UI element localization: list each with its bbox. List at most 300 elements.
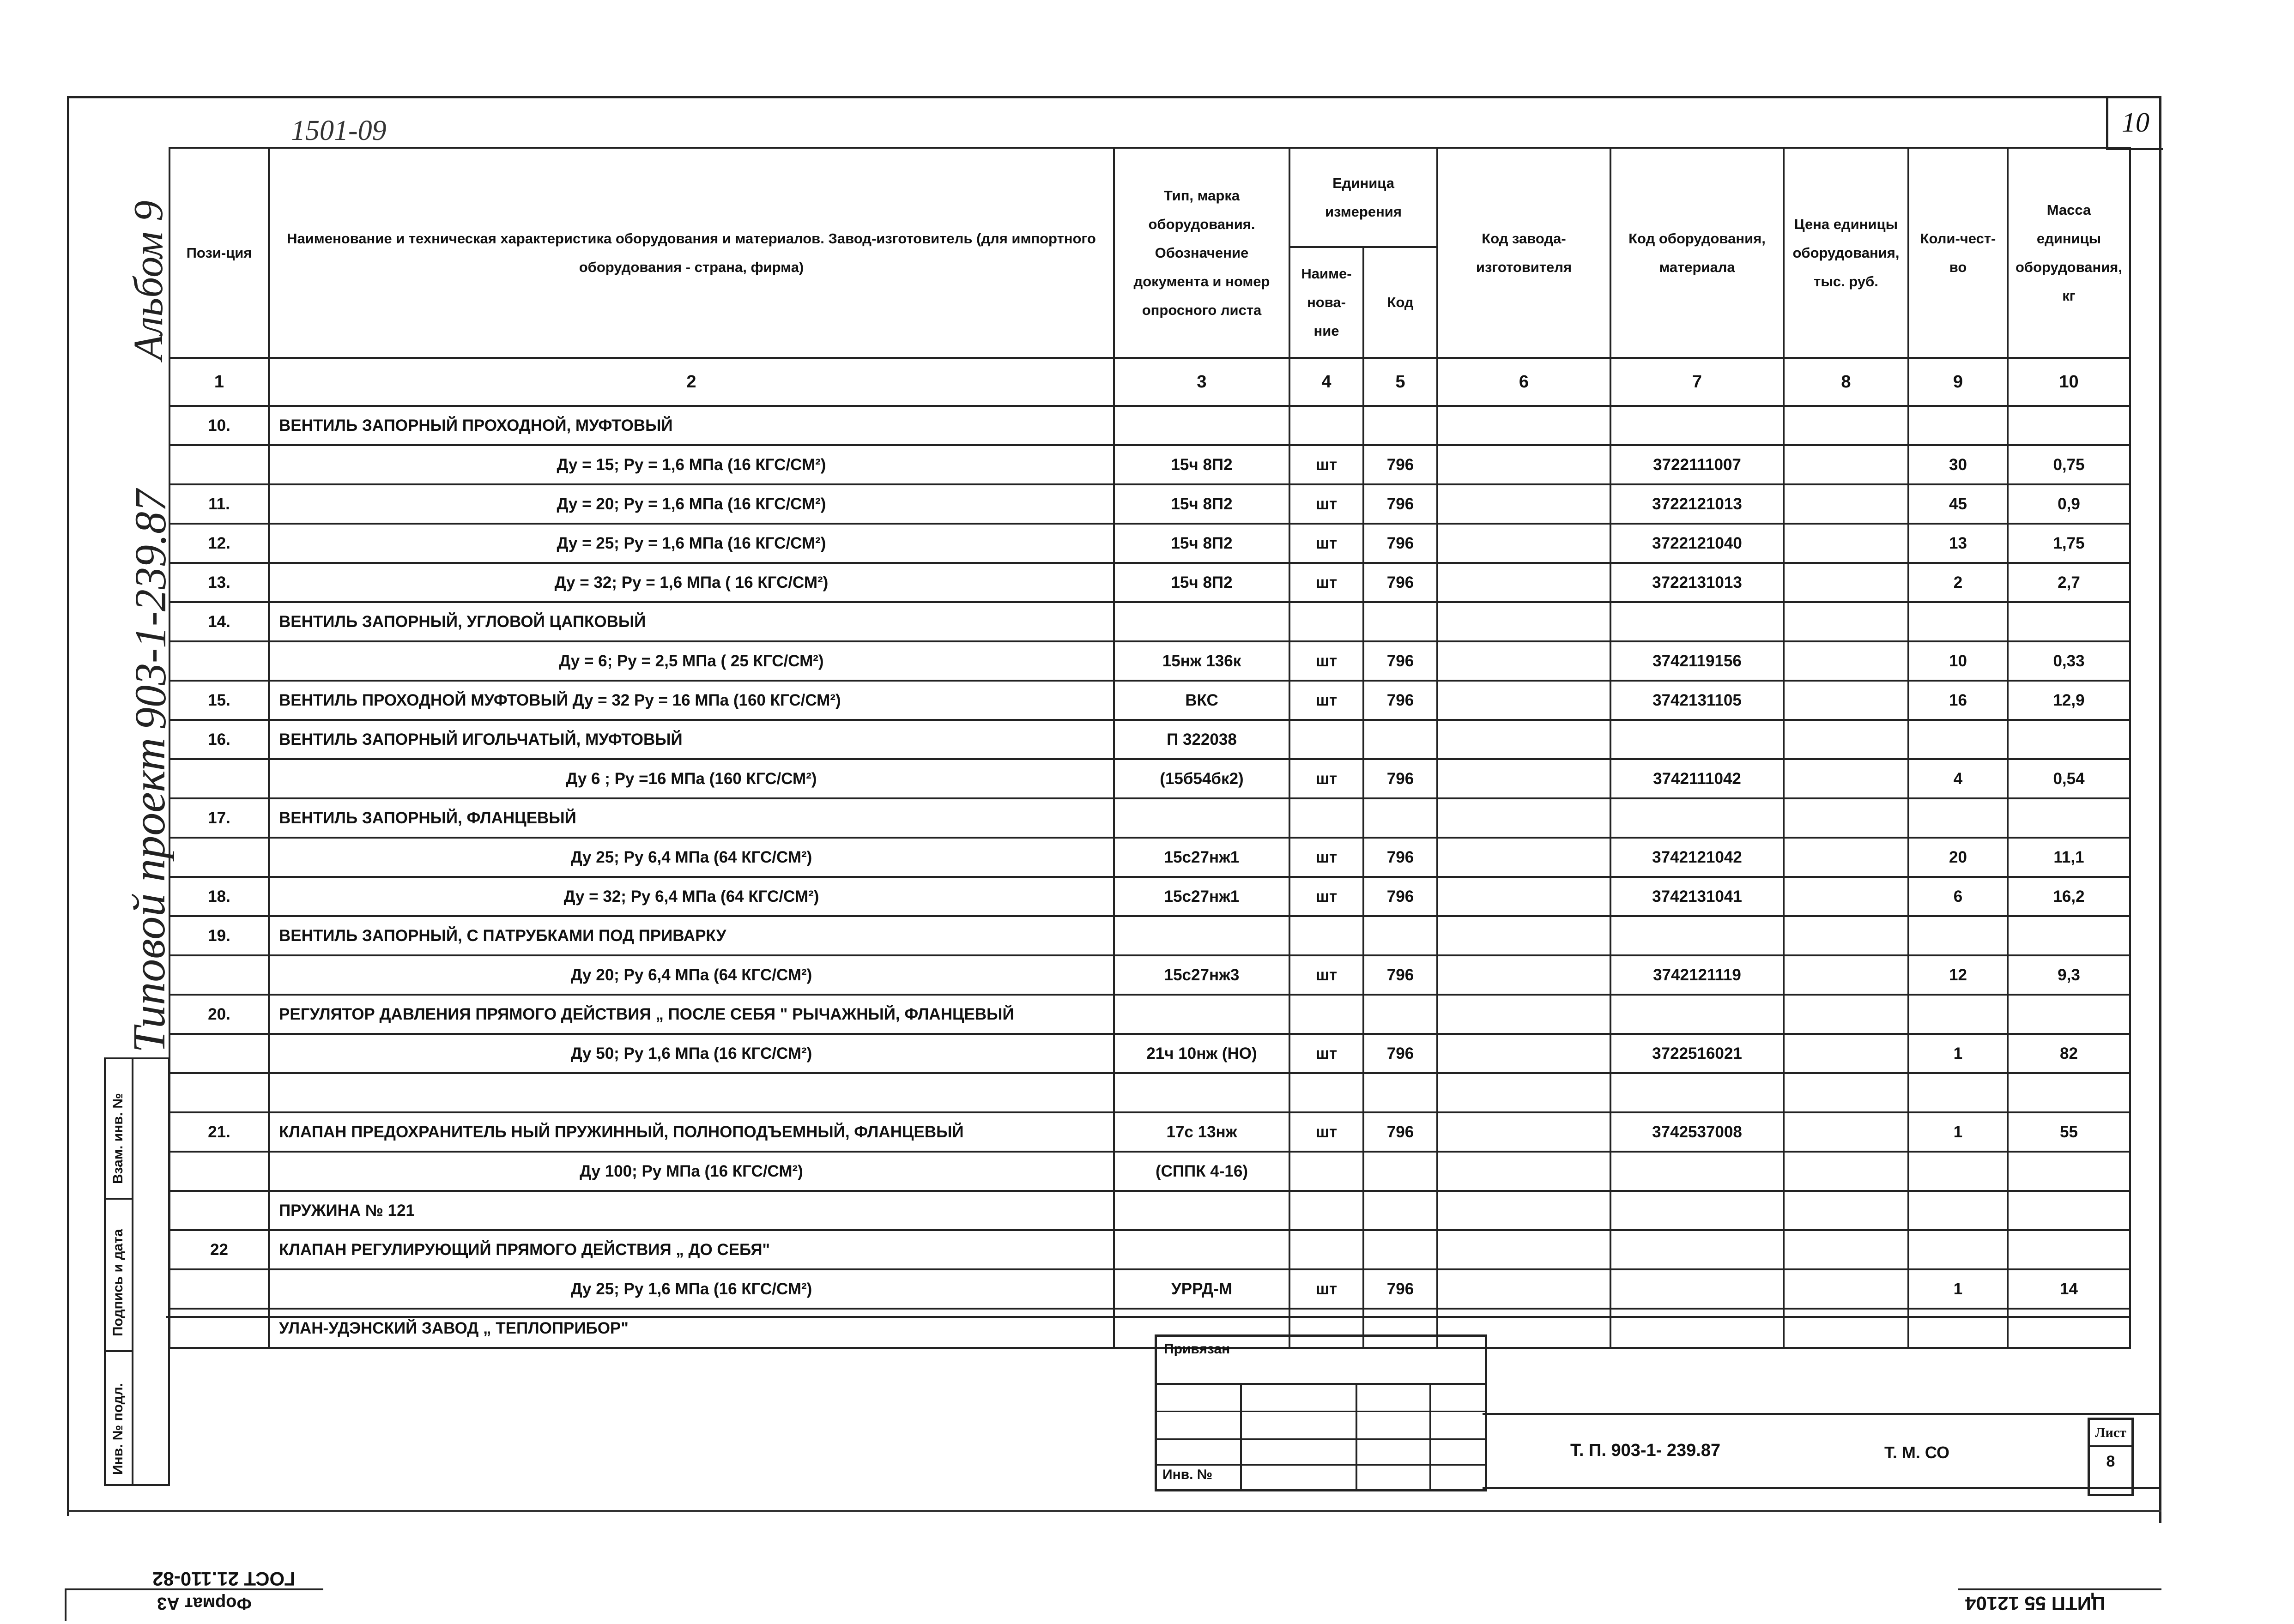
row-name: Ду = 20; Ру = 1,6 МПа (16 КГС/СМ²) <box>269 484 1114 524</box>
side-stamp-replace-label: Взам. инв. № <box>110 1093 126 1184</box>
row-price <box>1784 602 1908 641</box>
row-price <box>1784 1269 1908 1309</box>
row-position: 11. <box>169 484 269 524</box>
row-position: 18. <box>169 877 269 916</box>
table-row <box>169 1269 2130 1309</box>
row-material-code: 3742537008 <box>1610 1112 1784 1152</box>
row-mass <box>2008 916 2130 955</box>
row-unit-code: 796 <box>1363 1269 1437 1309</box>
header-unit-name: Наиме-нова-ние <box>1289 247 1363 358</box>
row-mass <box>2008 798 2130 838</box>
row-type <box>1114 916 1289 955</box>
col-number: 8 <box>1784 358 1908 406</box>
row-position: 15. <box>169 681 269 720</box>
header-quantity: Коли-чест-во <box>1908 148 2008 358</box>
col-number: 4 <box>1289 358 1363 406</box>
row-factory-code <box>1437 1269 1610 1309</box>
row-type <box>1114 798 1289 838</box>
row-position <box>169 641 269 681</box>
row-material-code <box>1610 995 1784 1034</box>
col-number: 9 <box>1908 358 2008 406</box>
row-position <box>169 1152 269 1191</box>
row-price <box>1784 759 1908 798</box>
row-unit: шт <box>1289 1034 1363 1073</box>
table-row <box>169 445 2130 484</box>
row-mass: 11,1 <box>2008 838 2130 877</box>
table-row <box>169 720 2130 759</box>
row-type: 15с27нж3 <box>1114 955 1289 995</box>
row-unit-code: 796 <box>1363 1112 1437 1152</box>
row-quantity <box>1908 1152 2008 1191</box>
row-name: ВЕНТИЛЬ ЗАПОРНЫЙ ИГОЛЬЧАТЫЙ, МУФТОВЫЙ <box>269 720 1114 759</box>
row-mass <box>2008 1230 2130 1269</box>
row-name: Ду = 32; Ру = 1,6 МПа ( 16 КГС/СМ²) <box>269 563 1114 602</box>
row-price <box>1784 1191 1908 1230</box>
row-name: Ду = 15; Ру = 1,6 МПа (16 КГС/СМ²) <box>269 445 1114 484</box>
table-row <box>169 759 2130 798</box>
document-code: Т. П. 903-1- 239.87 <box>1570 1441 1721 1460</box>
row-unit: шт <box>1289 955 1363 995</box>
row-unit-code: 796 <box>1363 445 1437 484</box>
row-factory-code <box>1437 1152 1610 1191</box>
row-name: КЛАПАН РЕГУЛИРУЮЩИЙ ПРЯМОГО ДЕЙСТВИЯ „ ДО СЕБЯ" <box>269 1230 1114 1269</box>
row-factory-code <box>1437 602 1610 641</box>
row-quantity <box>1908 995 2008 1034</box>
page-number: 10 <box>2106 97 2163 150</box>
row-position <box>169 445 269 484</box>
row-material-code: 3742111042 <box>1610 759 1784 798</box>
row-unit <box>1289 995 1363 1034</box>
row-quantity: 13 <box>1908 524 2008 563</box>
table-row <box>169 1152 2130 1191</box>
row-material-code <box>1610 1309 1784 1348</box>
row-unit-code <box>1363 916 1437 955</box>
row-type: 15ч 8П2 <box>1114 524 1289 563</box>
row-price <box>1784 681 1908 720</box>
row-name: Ду 25; Ру 6,4 МПа (64 КГС/СМ²) <box>269 838 1114 877</box>
row-material-code: 3722121040 <box>1610 524 1784 563</box>
row-position <box>169 1269 269 1309</box>
row-quantity <box>1908 1073 2008 1112</box>
frame-right-edge <box>2159 96 2161 1523</box>
row-quantity: 1 <box>1908 1034 2008 1073</box>
row-price <box>1784 1073 1908 1112</box>
top-number: 1501-09 <box>291 115 387 146</box>
row-unit-code: 796 <box>1363 681 1437 720</box>
row-quantity: 4 <box>1908 759 2008 798</box>
row-price <box>1784 641 1908 681</box>
row-type <box>1114 1073 1289 1112</box>
row-factory-code <box>1437 681 1610 720</box>
header-position: Пози-ция <box>169 148 269 358</box>
row-name: УЛАН-УДЭНСКИЙ ЗАВОД „ ТЕПЛОПРИБОР" <box>269 1309 1114 1348</box>
row-unit: шт <box>1289 838 1363 877</box>
row-quantity: 12 <box>1908 955 2008 995</box>
row-unit <box>1289 916 1363 955</box>
row-unit <box>1289 720 1363 759</box>
row-factory-code <box>1437 524 1610 563</box>
row-type: 15с27нж1 <box>1114 877 1289 916</box>
row-type <box>1114 1191 1289 1230</box>
row-name: Ду = 25; Ру = 1,6 МПа (16 КГС/СМ²) <box>269 524 1114 563</box>
header-factory-code: Код завода-изготовителя <box>1437 148 1610 358</box>
project-type-handwritten: Типовой проект <box>123 737 175 1053</box>
attached-label: Привязан <box>1164 1341 1230 1357</box>
gost-label: ГОСТ 21.110-82 <box>152 1568 296 1590</box>
row-unit <box>1289 1073 1363 1112</box>
row-unit-code <box>1363 720 1437 759</box>
row-quantity <box>1908 720 2008 759</box>
col-number: 3 <box>1114 358 1289 406</box>
table-row <box>169 406 2130 445</box>
table-row <box>169 602 2130 641</box>
row-mass: 0,9 <box>2008 484 2130 524</box>
row-type: (15б54бк2) <box>1114 759 1289 798</box>
row-position <box>169 1309 269 1348</box>
row-factory-code <box>1437 955 1610 995</box>
row-quantity: 6 <box>1908 877 2008 916</box>
row-name: Ду = 6; Ру = 2,5 МПа ( 25 КГС/СМ²) <box>269 641 1114 681</box>
row-position <box>169 955 269 995</box>
row-position <box>169 1073 269 1112</box>
side-stamp <box>104 1057 170 1486</box>
row-material-code <box>1610 406 1784 445</box>
col-number: 7 <box>1610 358 1784 406</box>
row-unit-code <box>1363 798 1437 838</box>
row-unit-code <box>1363 1191 1437 1230</box>
row-material-code <box>1610 1269 1784 1309</box>
row-position: 21. <box>169 1112 269 1152</box>
row-mass: 16,2 <box>2008 877 2130 916</box>
org-label: ЦИТП 55 12104 <box>1965 1593 2106 1614</box>
row-unit: шт <box>1289 484 1363 524</box>
row-unit: шт <box>1289 563 1363 602</box>
row-mass <box>2008 1191 2130 1230</box>
row-factory-code <box>1437 798 1610 838</box>
row-type <box>1114 1230 1289 1269</box>
row-material-code <box>1610 1073 1784 1112</box>
row-name: Ду 25; Ру 1,6 МПа (16 КГС/СМ²) <box>269 1269 1114 1309</box>
row-quantity: 2 <box>1908 563 2008 602</box>
row-name: ВЕНТИЛЬ ПРОХОДНОЙ МУФТОВЫЙ Ду = 32 Ру = 16 МПа (160 КГС/СМ²) <box>269 681 1114 720</box>
col-number: 6 <box>1437 358 1610 406</box>
row-quantity <box>1908 1309 2008 1348</box>
row-unit-code: 796 <box>1363 641 1437 681</box>
row-mass: 9,3 <box>2008 955 2130 995</box>
sheet-label: Лист <box>2090 1420 2131 1447</box>
row-name: РЕГУЛЯТОР ДАВЛЕНИЯ ПРЯМОГО ДЕЙСТВИЯ „ ПОСЛЕ СЕБЯ " РЫЧАЖНЫЙ, ФЛАНЦЕВЫЙ <box>269 995 1114 1034</box>
row-unit: шт <box>1289 877 1363 916</box>
row-price <box>1784 524 1908 563</box>
table-row <box>169 955 2130 995</box>
row-material-code: 3742121119 <box>1610 955 1784 995</box>
header-unit-code: Код <box>1363 247 1437 358</box>
table-row <box>169 995 2130 1034</box>
row-price <box>1784 720 1908 759</box>
row-material-code <box>1610 602 1784 641</box>
row-quantity: 20 <box>1908 838 2008 877</box>
sheet-box <box>2088 1418 2134 1496</box>
row-factory-code <box>1437 445 1610 484</box>
table-row <box>169 524 2130 563</box>
row-position: 22 <box>169 1230 269 1269</box>
row-factory-code <box>1437 1230 1610 1269</box>
row-mass <box>2008 720 2130 759</box>
sheet-number: 8 <box>2106 1453 2115 1470</box>
row-unit-code: 796 <box>1363 877 1437 916</box>
row-position <box>169 1191 269 1230</box>
row-factory-code <box>1437 759 1610 798</box>
row-unit: шт <box>1289 1269 1363 1309</box>
row-name: ВЕНТИЛЬ ЗАПОРНЫЙ, УГЛОВОЙ ЦАПКОВЫЙ <box>269 602 1114 641</box>
row-position: 10. <box>169 406 269 445</box>
row-factory-code <box>1437 877 1610 916</box>
row-mass <box>2008 1152 2130 1191</box>
row-factory-code <box>1437 563 1610 602</box>
col-number: 2 <box>269 358 1114 406</box>
table-row <box>169 681 2130 720</box>
table-row <box>169 1230 2130 1269</box>
row-position: 16. <box>169 720 269 759</box>
row-unit-code: 796 <box>1363 563 1437 602</box>
row-material-code: 3722131013 <box>1610 563 1784 602</box>
row-unit: шт <box>1289 445 1363 484</box>
table-row <box>169 563 2130 602</box>
format-label: Формат А3 <box>157 1594 252 1613</box>
row-name: КЛАПАН ПРЕДОХРАНИТЕЛЬ НЫЙ ПРУЖИННЫЙ, ПОЛНОПОДЪЕМНЫЙ, ФЛАНЦЕВЫЙ <box>269 1112 1114 1152</box>
row-name: Ду = 32; Ру 6,4 МПа (64 КГС/СМ²) <box>269 877 1114 916</box>
row-factory-code <box>1437 641 1610 681</box>
row-price <box>1784 484 1908 524</box>
table-row <box>169 1309 2130 1348</box>
row-mass: 82 <box>2008 1034 2130 1073</box>
row-type: 15ч 8П2 <box>1114 445 1289 484</box>
table-row <box>169 641 2130 681</box>
row-type <box>1114 995 1289 1034</box>
row-quantity: 1 <box>1908 1269 2008 1309</box>
attached-stamp <box>1155 1334 1487 1491</box>
row-price <box>1784 1309 1908 1348</box>
row-mass: 12,9 <box>2008 681 2130 720</box>
row-name: ВЕНТИЛЬ ЗАПОРНЫЙ ПРОХОДНОЙ, МУФТОВЫЙ <box>269 406 1114 445</box>
row-factory-code <box>1437 720 1610 759</box>
row-quantity: 16 <box>1908 681 2008 720</box>
row-mass: 1,75 <box>2008 524 2130 563</box>
row-unit <box>1289 1230 1363 1269</box>
row-unit: шт <box>1289 681 1363 720</box>
row-unit <box>1289 1152 1363 1191</box>
row-mass <box>2008 406 2130 445</box>
row-type: 15с27нж1 <box>1114 838 1289 877</box>
section-code: Т. М. СО <box>1884 1443 1950 1462</box>
table-row <box>169 1191 2130 1230</box>
table-row <box>169 484 2130 524</box>
row-price <box>1784 877 1908 916</box>
row-price <box>1784 1152 1908 1191</box>
inv-label: Инв. № <box>1162 1467 1213 1482</box>
row-unit-code: 796 <box>1363 1034 1437 1073</box>
header-unit: Единица измерения <box>1289 148 1437 247</box>
header-mass: Масса единицы оборудования, кг <box>2008 148 2130 358</box>
row-unit <box>1289 602 1363 641</box>
row-factory-code <box>1437 1112 1610 1152</box>
row-name: Ду 100; Ру МПа (16 КГС/СМ²) <box>269 1152 1114 1191</box>
row-factory-code <box>1437 406 1610 445</box>
col-number: 5 <box>1363 358 1437 406</box>
row-price <box>1784 955 1908 995</box>
row-name: Ду 20; Ру 6,4 МПа (64 КГС/СМ²) <box>269 955 1114 995</box>
row-quantity <box>1908 798 2008 838</box>
row-unit-code <box>1363 995 1437 1034</box>
row-factory-code <box>1437 916 1610 955</box>
row-factory-code <box>1437 838 1610 877</box>
row-unit-code <box>1363 1152 1437 1191</box>
row-quantity <box>1908 1230 2008 1269</box>
row-mass <box>2008 1073 2130 1112</box>
header-type: Тип, марка оборудования. Обозначение документа и номер опросного листа <box>1114 148 1289 358</box>
row-price <box>1784 838 1908 877</box>
row-factory-code <box>1437 1034 1610 1073</box>
row-material-code <box>1610 916 1784 955</box>
row-unit-code <box>1363 1073 1437 1112</box>
row-material-code: 3742131105 <box>1610 681 1784 720</box>
col-number: 1 <box>169 358 269 406</box>
row-unit-code <box>1363 602 1437 641</box>
row-price <box>1784 563 1908 602</box>
row-mass: 0,33 <box>2008 641 2130 681</box>
header-material-code: Код оборудования, материала <box>1610 148 1784 358</box>
row-name <box>269 1073 1114 1112</box>
row-unit-code: 796 <box>1363 955 1437 995</box>
row-unit-code: 796 <box>1363 524 1437 563</box>
header-price: Цена единицы оборудования, тыс. руб. <box>1784 148 1908 358</box>
row-material-code <box>1610 1230 1784 1269</box>
row-unit-code: 796 <box>1363 484 1437 524</box>
row-quantity: 30 <box>1908 445 2008 484</box>
row-type: 15ч 8П2 <box>1114 563 1289 602</box>
row-name: ПРУЖИНА № 121 <box>269 1191 1114 1230</box>
row-quantity <box>1908 916 2008 955</box>
row-price <box>1784 445 1908 484</box>
table-row <box>169 838 2130 877</box>
row-unit <box>1289 798 1363 838</box>
row-position: 13. <box>169 563 269 602</box>
row-unit: шт <box>1289 759 1363 798</box>
row-position <box>169 1034 269 1073</box>
row-price <box>1784 995 1908 1034</box>
row-name: Ду 50; Ру 1,6 МПа (16 КГС/СМ²) <box>269 1034 1114 1073</box>
row-unit-code <box>1363 1230 1437 1269</box>
header-name: Наименование и техническая характеристика оборудования и материалов. Завод-изготовитель (для импортного оборудования - страна, фирма) <box>269 148 1114 358</box>
side-stamp-inv-label: Инв. № подл. <box>110 1383 126 1475</box>
row-price <box>1784 798 1908 838</box>
row-material-code: 3722111007 <box>1610 445 1784 484</box>
row-unit <box>1289 1191 1363 1230</box>
row-type: (СППК 4-16) <box>1114 1152 1289 1191</box>
side-stamp-signature-label: Подпись и дата <box>110 1229 126 1336</box>
row-name: ВЕНТИЛЬ ЗАПОРНЫЙ, ФЛАНЦЕВЫЙ <box>269 798 1114 838</box>
row-factory-code <box>1437 1073 1610 1112</box>
row-quantity <box>1908 1191 2008 1230</box>
row-price <box>1784 1230 1908 1269</box>
row-quantity: 45 <box>1908 484 2008 524</box>
row-unit-code: 796 <box>1363 759 1437 798</box>
row-mass: 0,54 <box>2008 759 2130 798</box>
row-unit <box>1289 406 1363 445</box>
row-material-code: 3742121042 <box>1610 838 1784 877</box>
row-material-code <box>1610 798 1784 838</box>
row-material-code: 3742119156 <box>1610 641 1784 681</box>
row-mass: 0,75 <box>2008 445 2130 484</box>
row-mass: 55 <box>2008 1112 2130 1152</box>
row-quantity <box>1908 602 2008 641</box>
row-price <box>1784 1034 1908 1073</box>
row-material-code: 3722121013 <box>1610 484 1784 524</box>
row-unit: шт <box>1289 641 1363 681</box>
row-unit: шт <box>1289 524 1363 563</box>
row-price <box>1784 406 1908 445</box>
row-factory-code <box>1437 1191 1610 1230</box>
row-name: Ду 6 ; Ру =16 МПа (160 КГС/СМ²) <box>269 759 1114 798</box>
row-material-code <box>1610 720 1784 759</box>
row-mass <box>2008 602 2130 641</box>
row-quantity <box>1908 406 2008 445</box>
row-unit-code <box>1363 406 1437 445</box>
row-type: ВКС <box>1114 681 1289 720</box>
project-code-handwritten: 903-1-239.87 <box>126 489 175 730</box>
row-type <box>1114 602 1289 641</box>
row-type: 21ч 10нж (НО) <box>1114 1034 1289 1073</box>
table-row <box>169 916 2130 955</box>
row-type: 17с 13нж <box>1114 1112 1289 1152</box>
row-quantity: 1 <box>1908 1112 2008 1152</box>
row-quantity: 10 <box>1908 641 2008 681</box>
table-row <box>169 1073 2130 1112</box>
row-unit: шт <box>1289 1112 1363 1152</box>
row-position: 17. <box>169 798 269 838</box>
row-type: 15нж 136к <box>1114 641 1289 681</box>
specification-table <box>169 147 2131 1349</box>
row-position <box>169 838 269 877</box>
table-row <box>169 877 2130 916</box>
row-position: 20. <box>169 995 269 1034</box>
row-mass <box>2008 995 2130 1034</box>
row-material-code <box>1610 1191 1784 1230</box>
row-position: 19. <box>169 916 269 955</box>
row-price <box>1784 1112 1908 1152</box>
row-type: 15ч 8П2 <box>1114 484 1289 524</box>
row-factory-code <box>1437 484 1610 524</box>
row-factory-code <box>1437 995 1610 1034</box>
row-material-code: 3742131041 <box>1610 877 1784 916</box>
row-type: П 322038 <box>1114 720 1289 759</box>
table-row <box>169 1034 2130 1073</box>
row-unit-code: 796 <box>1363 838 1437 877</box>
table-row <box>169 798 2130 838</box>
row-type <box>1114 406 1289 445</box>
row-position: 14. <box>169 602 269 641</box>
row-name: ВЕНТИЛЬ ЗАПОРНЫЙ, С ПАТРУБКАМИ ПОД ПРИВАРКУ <box>269 916 1114 955</box>
row-material-code: 3722516021 <box>1610 1034 1784 1073</box>
row-mass: 2,7 <box>2008 563 2130 602</box>
row-type: УРРД-М <box>1114 1269 1289 1309</box>
row-position <box>169 759 269 798</box>
table-row <box>169 1112 2130 1152</box>
frame-bottom-line <box>67 1510 2161 1512</box>
col-number: 10 <box>2008 358 2130 406</box>
row-position: 12. <box>169 524 269 563</box>
album-label: Альбом 9 <box>126 200 171 360</box>
